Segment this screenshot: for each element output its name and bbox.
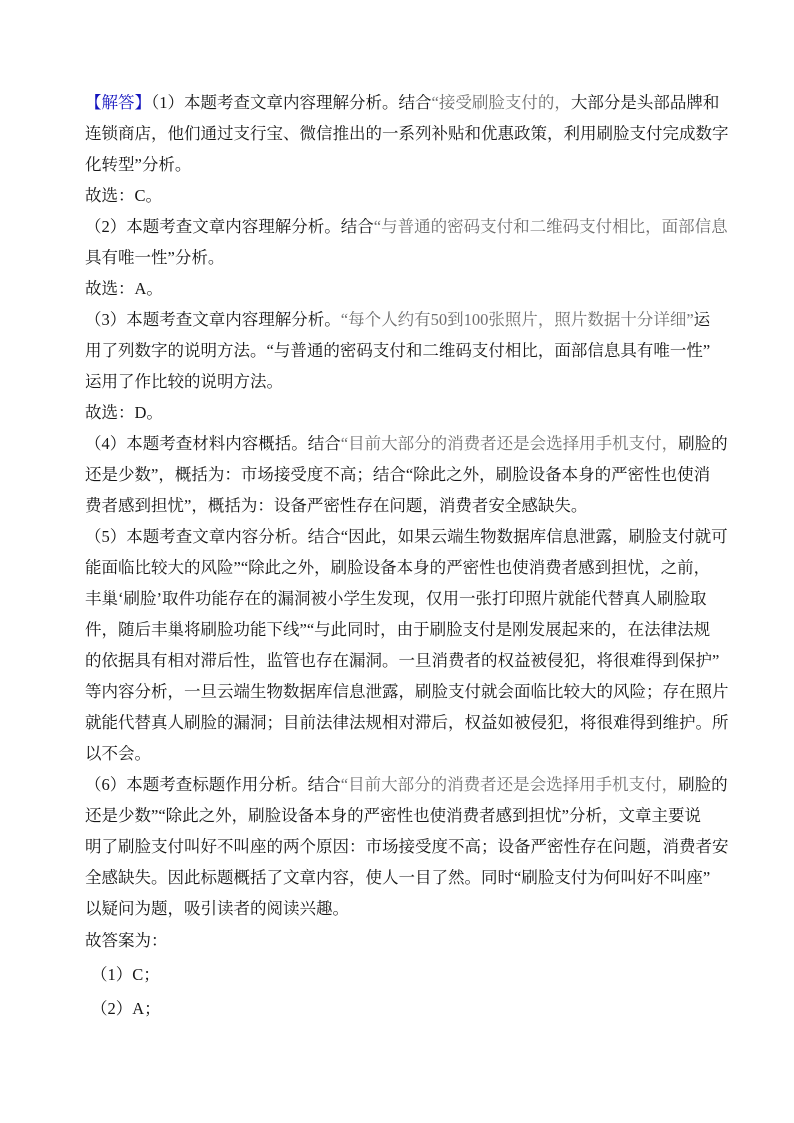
text-segment: （1）本题考查文章内容理解分析。结合 [151,93,432,112]
text-segment: 还是少数”“除此之外，刷脸设备本身的严密性也使消费者感到担忧”分析，文章主要说 [85,806,701,825]
text-line [85,769,728,800]
text-line [85,831,729,862]
text-line [85,614,725,645]
text-segment: （5）本题考查文章内容分析。结合“因此，如果云端生物数据库信息泄露，刷脸支付就可 [85,527,728,546]
text-line [85,304,725,335]
text-line [85,149,725,180]
text-segment: “每个人约有50到100张照片，照片数据十分详细” [340,310,694,329]
text-segment: 丰巢‘刷脸’取件功能存在的漏洞被小学生发现，仅用一张打印照片就能代替真人刷脸取 [85,589,707,608]
text-segment: 还是少数”，概括为：市场接受度不高；结合“除此之外，刷脸设备本身的严密性也使消 [85,465,711,484]
text-line [85,87,725,118]
text-segment: 以疑问为题，吸引读者的阅读兴趣。 [85,899,349,918]
text-line [85,180,725,211]
text-line [85,211,728,242]
text-segment: （3）本题考查文章内容理解分析。 [85,310,341,329]
text-segment: “与普通的密码支付和二维码支付相比，面部信息 [373,217,728,236]
text-segment: 明了刷脸支付叫好不叫座的两个原因：市场接受度不高；设备严密性存在问题，消费者安 [85,837,729,856]
text-segment: 以不会。 [85,744,151,763]
text-line [85,707,729,738]
text-segment: 等内容分析，一旦云端生物数据库信息泄露，刷脸支付就会面临比较大的风险；存在照片 [85,682,729,701]
text-line [85,738,725,769]
text-segment: （4）本题考查材料内容概括。结合 [85,434,341,453]
text-segment: 故选：A。 [85,279,163,298]
text-line [85,490,725,521]
text-line [85,862,725,893]
text-line [85,397,725,428]
text-segment: “目前大部分的消费者还是会选择用手机支付， [340,775,679,794]
text-segment: （2）本题考查文章内容理解分析。结合 [85,217,374,236]
text-segment: 具有唯一性”分析。 [85,248,225,267]
text-line [85,366,725,397]
text-line [85,958,725,992]
text-segment: （6）本题考查标题作用分析。结合 [85,775,341,794]
text-segment: 大部分是头部品牌和 [570,93,720,112]
text-segment: “目前大部分的消费者还是会选择用手机支付， [340,434,679,453]
text-line [85,428,728,459]
document-content [85,87,729,1026]
text-line [85,800,725,831]
text-line [85,273,725,304]
text-segment: （2）A； [91,999,161,1018]
text-segment: 件，随后丰巢将刷脸功能下线”“与此同时，由于刷脸支付是刚发展起来的，在法律法规 [85,620,711,639]
text-segment: 费者感到担忧”，概括为：设备严密性存在问题，消费者安全感缺失。 [85,496,588,515]
text-segment: 故选：D。 [85,403,163,422]
text-line [85,335,725,366]
text-line [85,676,729,707]
text-segment: 用了列数字的说明方法。“与普通的密码支付和二维码支付相比，面部信息具有唯一性” [85,341,711,360]
text-segment: 能面临比较大的风险”“除此之外，刷脸设备本身的严密性也使消费者感到担忧，之前， [85,558,711,577]
text-segment: 全感缺失。因此标题概括了文章内容，使人一目了然。同时“刷脸支付为何叫好不叫座” [85,868,711,887]
text-line [85,552,725,583]
text-line [85,459,725,490]
text-segment: 化转型”分析。 [85,155,192,174]
text-line [85,992,725,1026]
text-line [85,924,725,958]
text-line [85,645,725,676]
text-segment: 连锁商店，他们通过支行宝、微信推出的一系列补贴和优惠政策，利用刷脸支付完成数字 [85,124,729,143]
answer-section-label: 【解答】 [85,93,151,112]
text-segment: 刷脸的 [678,775,728,794]
text-line [85,893,725,924]
text-segment: 就能代替真人刷脸的漏洞；目前法律法规相对滞后，权益如被侵犯，将很难得到维护。所 [85,713,729,732]
text-segment: 的依据具有相对滞后性，监管也存在漏洞。一旦消费者的权益被侵犯，将很难得到保护” [85,651,720,670]
text-segment: “接受刷脸支付的， [431,93,571,112]
text-segment: 运用了作比较的说明方法。 [85,372,283,391]
text-segment: 刷脸的 [678,434,728,453]
text-line [85,118,729,149]
text-line [85,242,725,273]
text-line [85,583,725,614]
text-segment: （1）C； [91,965,160,984]
text-line [85,521,728,552]
text-segment: 故答案为： [85,931,168,950]
text-segment: 运 [693,310,711,329]
text-segment: 故选：C。 [85,186,163,205]
